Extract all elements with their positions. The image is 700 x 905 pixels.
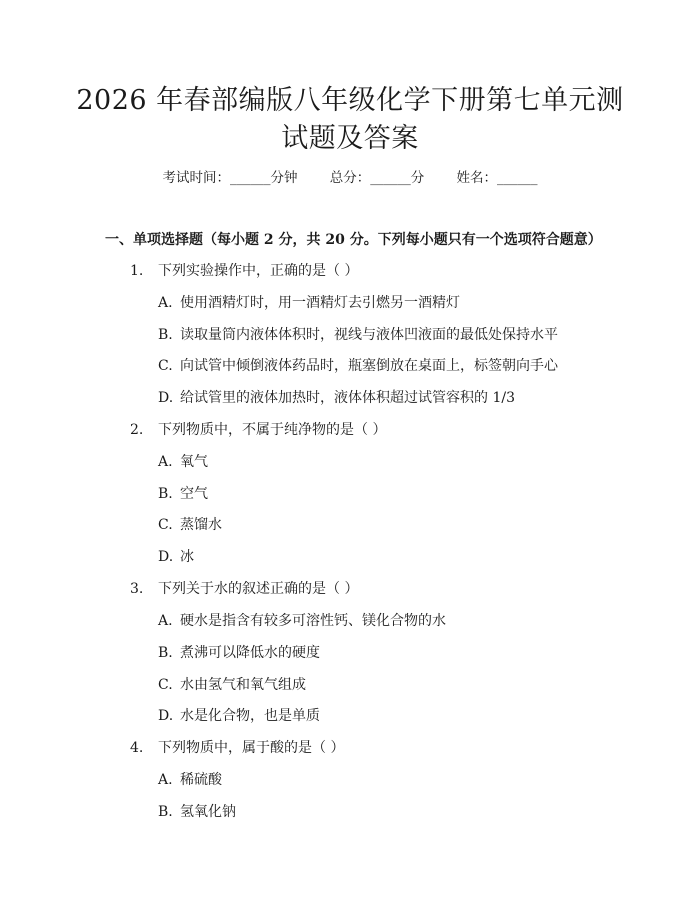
section-title-single-choice: 一、单项选择题（每小题 2 分，共 20 分。下列每小题只有一个选项符合题意）: [105, 232, 602, 248]
option-text: 硬水是指含有较多可溶性钙、镁化合物的水: [180, 613, 446, 629]
option-text: 水是化合物，也是单质: [180, 708, 320, 724]
exam-meta: [0, 168, 700, 188]
question-text: 下列物质中，不属于纯净物的是（ ）: [158, 422, 387, 438]
question-3-option-a: [158, 611, 446, 631]
option-text: 冰: [180, 549, 194, 565]
option-letter: D.: [158, 549, 174, 565]
page-title: [60, 82, 640, 158]
question-3: [130, 579, 358, 599]
question-1-option-a: [158, 293, 460, 313]
question-2: [130, 420, 386, 440]
question-2-option-a: [158, 452, 208, 472]
option-letter: A.: [158, 772, 173, 788]
option-letter: D.: [158, 708, 174, 724]
option-letter: C.: [158, 358, 173, 374]
question-1-option-c: [158, 356, 558, 376]
option-letter: B.: [158, 645, 173, 661]
question-text: 下列实验操作中，正确的是（ ）: [158, 263, 359, 279]
exam-time: 考试时间：______分钟: [162, 170, 298, 186]
question-1: [130, 261, 358, 281]
option-letter: A.: [158, 454, 173, 470]
question-text: 下列关于水的叙述正确的是（ ）: [158, 581, 359, 597]
option-letter: B.: [158, 327, 173, 343]
title-line-1: 2026 年春部编版八年级化学下册第七单元测: [76, 85, 624, 116]
question-2-option-b: [158, 484, 208, 504]
title-line-2: 试题及答案: [281, 123, 419, 154]
question-4: [130, 738, 344, 758]
exam-name: 姓名：______: [456, 170, 538, 186]
option-text: 氢氧化钠: [180, 804, 236, 820]
option-text: 稀硫酸: [180, 772, 222, 788]
question-2-option-c: [158, 515, 222, 535]
option-text: 给试管里的液体加热时，液体体积超过试管容积的 1/3: [180, 390, 515, 406]
question-text: 下列物质中，属于酸的是（ ）: [158, 740, 345, 756]
question-3-option-c: [158, 675, 306, 695]
option-letter: D.: [158, 390, 174, 406]
question-1-option-d: [158, 388, 515, 408]
option-letter: B.: [158, 804, 173, 820]
exam-score: 总分：______分: [329, 170, 425, 186]
question-number: 1.: [130, 263, 144, 279]
question-1-option-b: [158, 325, 558, 345]
option-letter: C.: [158, 677, 173, 693]
option-text: 向试管中倾倒液体药品时，瓶塞倒放在桌面上，标签朝向手心: [180, 358, 558, 374]
question-3-option-d: [158, 706, 320, 726]
option-text: 煮沸可以降低水的硬度: [180, 645, 320, 661]
option-text: 蒸馏水: [180, 517, 222, 533]
option-letter: B.: [158, 486, 173, 502]
option-letter: A.: [158, 295, 173, 311]
question-3-option-b: [158, 643, 320, 663]
question-number: 4.: [130, 740, 144, 756]
question-number: 2.: [130, 422, 144, 438]
question-number: 3.: [130, 581, 144, 597]
option-letter: A.: [158, 613, 173, 629]
option-letter: C.: [158, 517, 173, 533]
option-text: 使用酒精灯时，用一酒精灯去引燃另一酒精灯: [180, 295, 460, 311]
question-2-option-d: [158, 547, 194, 567]
question-4-option-b: [158, 802, 236, 822]
option-text: 空气: [180, 486, 208, 502]
option-text: 氧气: [180, 454, 208, 470]
option-text: 水由氢气和氧气组成: [180, 677, 306, 693]
question-4-option-a: [158, 770, 222, 790]
option-text: 读取量筒内液体体积时，视线与液体凹液面的最低处保持水平: [180, 327, 558, 343]
